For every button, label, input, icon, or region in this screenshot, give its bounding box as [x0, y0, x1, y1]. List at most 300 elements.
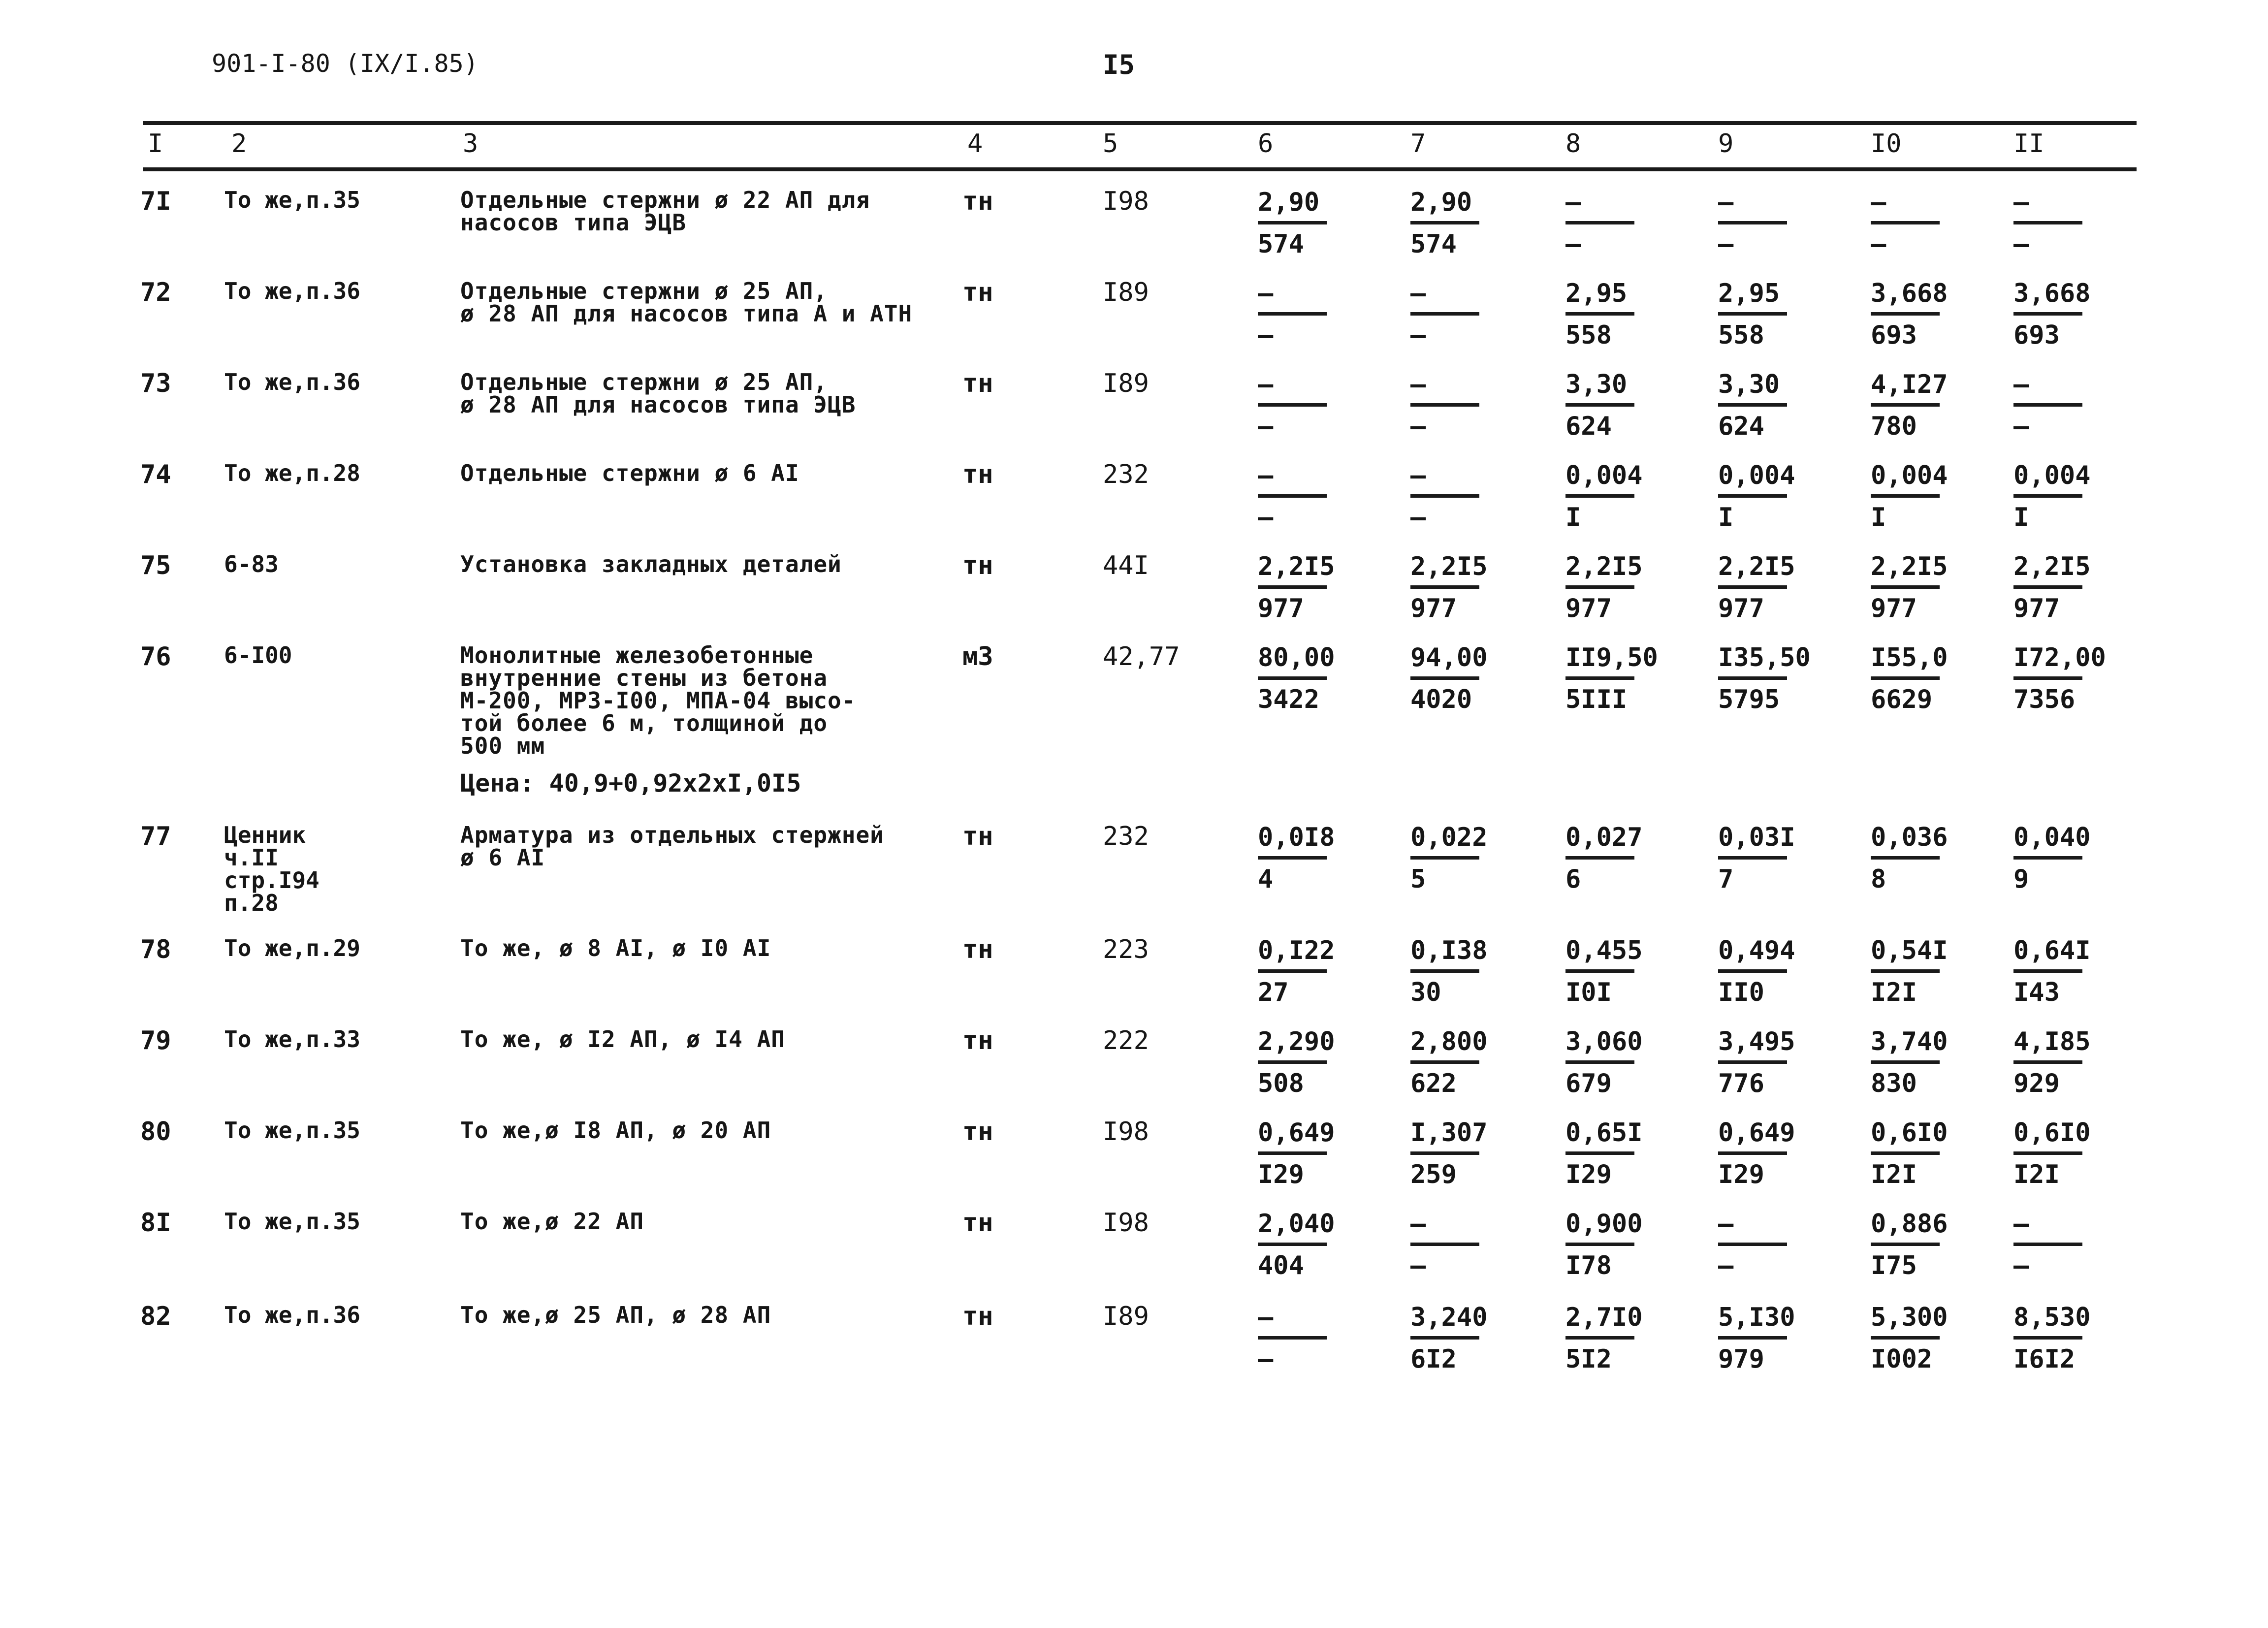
value-top: 0,649 — [1718, 1118, 1795, 1148]
row-unit: тн — [962, 822, 993, 851]
value-top: I55,0 — [1871, 643, 1948, 672]
value-top: 94,00 — [1410, 643, 1488, 672]
value-bottom: 30 — [1410, 978, 1441, 1007]
value-fraction — [1871, 549, 1948, 626]
fraction-bar — [1258, 1060, 1327, 1064]
value-top: 3,668 — [1871, 279, 1948, 308]
fraction-bar — [1871, 312, 1940, 316]
fraction-bar — [1565, 403, 1634, 407]
fraction-bar — [1871, 221, 1940, 224]
description-line: ø 6 АI — [460, 844, 545, 871]
value-top: 2,2I5 — [2013, 552, 2091, 581]
value-top: 2,040 — [1258, 1209, 1335, 1239]
row-reference — [224, 280, 360, 302]
value-fraction — [1871, 640, 1948, 717]
fraction-bar — [1871, 676, 1940, 680]
value-fraction — [1565, 1206, 1643, 1283]
value-top: 2,2I5 — [1871, 552, 1948, 581]
fraction-bar — [2013, 856, 2082, 860]
value-top: 0,036 — [1871, 823, 1948, 852]
fraction-bar — [1410, 676, 1479, 680]
value-fraction — [1258, 933, 1335, 1010]
value-fraction — [1565, 1115, 1643, 1192]
reference-line: То же,п.33 — [224, 1026, 360, 1053]
row-column-5: 232 — [1103, 822, 1149, 851]
fraction-bar — [1410, 1151, 1479, 1155]
reference-line: п.28 — [224, 890, 279, 916]
reference-line: То же,п.36 — [224, 369, 360, 395]
fraction-bar — [1871, 1151, 1940, 1155]
column-header-10: I0 — [1871, 129, 1902, 159]
fraction-bar — [2013, 969, 2082, 973]
value-top: 3,30 — [1718, 370, 1780, 399]
table-header-rule — [143, 167, 2137, 171]
fraction-bar — [1565, 494, 1634, 498]
value-fraction — [2013, 1300, 2091, 1377]
value-fraction — [1258, 367, 1332, 444]
value-fraction — [1258, 1115, 1335, 1192]
reference-line: То же,п.36 — [224, 1302, 360, 1328]
value-top: 3,740 — [1871, 1027, 1948, 1056]
value-bottom: 624 — [1718, 412, 1764, 441]
value-fraction — [1871, 1115, 1948, 1192]
value-top: 0,004 — [1871, 461, 1948, 490]
fraction-bar — [1871, 403, 1940, 407]
description-line: Установка закладных деталей — [460, 551, 842, 577]
fraction-bar — [1565, 221, 1634, 224]
row-column-5: 223 — [1103, 935, 1149, 964]
fraction-bar — [1718, 1060, 1787, 1064]
value-fraction — [1410, 185, 1484, 262]
value-bottom: 977 — [1258, 594, 1304, 623]
value-bottom: – — [1565, 229, 1581, 259]
value-bottom: I — [1718, 503, 1734, 532]
fraction-bar — [1565, 676, 1634, 680]
value-bottom: – — [1258, 412, 1274, 441]
row-unit: тн — [962, 187, 993, 216]
row-column-5: I89 — [1103, 1302, 1149, 1331]
fraction-bar — [1565, 969, 1634, 973]
fraction-bar — [1258, 856, 1327, 860]
row-description — [460, 189, 870, 234]
value-fraction — [1410, 367, 1484, 444]
value-bottom: 929 — [2013, 1069, 2060, 1098]
value-fraction — [1410, 933, 1488, 1010]
value-bottom: 977 — [1718, 594, 1764, 623]
value-bottom: 5 — [1410, 864, 1426, 894]
row-column-5: I98 — [1103, 1117, 1149, 1147]
value-top: 3,240 — [1410, 1303, 1488, 1332]
row-description — [460, 937, 771, 959]
value-fraction — [1565, 933, 1643, 1010]
value-fraction — [1718, 933, 1795, 1010]
value-top: I,307 — [1410, 1118, 1488, 1148]
value-top: – — [1718, 188, 1734, 217]
fraction-bar — [1410, 312, 1479, 316]
description-line: Отдельные стержни ø 25 АП, — [460, 278, 828, 304]
row-number: 77 — [140, 822, 171, 851]
value-bottom: I0I — [1565, 978, 1612, 1007]
row-unit: тн — [962, 369, 993, 398]
table-top-rule — [143, 121, 2137, 125]
fraction-bar — [1410, 969, 1479, 973]
value-bottom: 622 — [1410, 1069, 1457, 1098]
value-fraction — [1718, 367, 1792, 444]
value-fraction — [2013, 820, 2091, 897]
value-fraction — [1258, 820, 1335, 897]
value-top: 0,I22 — [1258, 936, 1335, 965]
fraction-bar — [1871, 1243, 1940, 1246]
value-bottom: 776 — [1718, 1069, 1764, 1098]
value-top: 0,022 — [1410, 823, 1488, 852]
value-bottom: 979 — [1718, 1344, 1764, 1374]
value-bottom: – — [1258, 320, 1274, 350]
row-unit: тн — [962, 551, 993, 580]
row-reference — [224, 644, 292, 667]
value-fraction — [2013, 1024, 2091, 1101]
fraction-bar — [1410, 585, 1479, 589]
value-fraction — [1718, 1024, 1795, 1101]
value-top: 0,004 — [2013, 461, 2091, 490]
row-number: 82 — [140, 1302, 171, 1331]
value-bottom: 6 — [1565, 864, 1581, 894]
fraction-bar — [2013, 1151, 2082, 1155]
value-bottom: I78 — [1565, 1251, 1612, 1280]
value-top: – — [2013, 1209, 2029, 1239]
value-top: 0,649 — [1258, 1118, 1335, 1148]
row-description — [460, 462, 799, 484]
description-line: М-200, МРЗ-I00, МПА-04 высо- — [460, 687, 856, 714]
value-fraction — [1871, 276, 1948, 353]
fraction-bar — [2013, 585, 2082, 589]
value-bottom: 977 — [1410, 594, 1457, 623]
value-fraction — [1565, 458, 1643, 535]
description-line: насосов типа ЭЦВ — [460, 209, 687, 236]
value-top: 8,530 — [2013, 1303, 2091, 1332]
value-fraction — [1410, 549, 1488, 626]
column-header-2: 2 — [231, 129, 247, 159]
value-fraction — [2013, 367, 2087, 444]
row-column-5: I98 — [1103, 187, 1149, 216]
row-column-5: I98 — [1103, 1208, 1149, 1238]
value-fraction — [1565, 276, 1639, 353]
value-top: 80,00 — [1258, 643, 1335, 672]
row-description — [460, 644, 856, 757]
value-bottom: 6I2 — [1410, 1344, 1457, 1374]
value-bottom: 679 — [1565, 1069, 1612, 1098]
value-fraction — [1871, 1024, 1948, 1101]
value-top: 0,64I — [2013, 936, 2091, 965]
value-fraction — [1718, 185, 1792, 262]
value-top: – — [1258, 370, 1274, 399]
value-top: 0,65I — [1565, 1118, 1643, 1148]
fraction-bar — [2013, 403, 2082, 407]
value-top: – — [1565, 188, 1581, 217]
row-description — [460, 280, 912, 325]
reference-line: То же,п.28 — [224, 460, 360, 486]
row-number: 74 — [140, 460, 171, 489]
row-column-5: 42,77 — [1103, 642, 1180, 671]
column-header-5: 5 — [1103, 129, 1118, 159]
value-bottom: 574 — [1258, 229, 1304, 259]
value-fraction — [1410, 640, 1488, 717]
value-bottom: 693 — [2013, 320, 2060, 350]
value-bottom: – — [1718, 1251, 1734, 1280]
row-reference — [224, 1210, 360, 1233]
value-top: 2,2I5 — [1565, 552, 1643, 581]
column-header-6: 6 — [1258, 129, 1274, 159]
description-line: То же, ø 8 АI, ø I0 АI — [460, 935, 771, 961]
row-unit: м3 — [962, 642, 993, 671]
value-top: I72,00 — [2013, 643, 2106, 672]
value-fraction — [1565, 549, 1643, 626]
value-fraction — [1871, 185, 1945, 262]
value-fraction — [1871, 367, 1948, 444]
column-header-11: II — [2013, 129, 2044, 159]
description-line: То же,ø 25 АП, ø 28 АП — [460, 1302, 771, 1328]
row-description — [460, 371, 856, 416]
fraction-bar — [1871, 585, 1940, 589]
row-column-5: 44I — [1103, 551, 1149, 580]
value-fraction — [1258, 549, 1335, 626]
row-column-5: 232 — [1103, 460, 1149, 489]
value-fraction — [1565, 640, 1658, 717]
value-top: 2,90 — [1258, 188, 1320, 217]
fraction-bar — [1410, 1060, 1479, 1064]
value-bottom: 830 — [1871, 1069, 1917, 1098]
value-bottom: 9 — [2013, 864, 2029, 894]
fraction-bar — [1718, 494, 1787, 498]
value-top: – — [1718, 1209, 1734, 1239]
value-top: – — [1410, 461, 1426, 490]
value-top: 3,495 — [1718, 1027, 1795, 1056]
value-top: 0,6I0 — [1871, 1118, 1948, 1148]
fraction-bar — [1718, 856, 1787, 860]
reference-line: Ценник — [224, 822, 306, 848]
value-bottom: 977 — [1871, 594, 1917, 623]
value-fraction — [1258, 276, 1332, 353]
value-fraction — [2013, 640, 2106, 717]
description-line: 500 мм — [460, 733, 545, 759]
row-reference — [224, 553, 279, 575]
fraction-bar — [1871, 1336, 1940, 1340]
reference-line: То же,п.35 — [224, 1208, 360, 1235]
row-unit: тн — [962, 278, 993, 307]
value-fraction — [1258, 640, 1335, 717]
description-line: Отдельные стержни ø 6 АI — [460, 460, 799, 486]
value-fraction — [2013, 1206, 2087, 1283]
value-fraction — [1871, 1300, 1948, 1377]
value-bottom: – — [2013, 229, 2029, 259]
value-fraction — [1258, 1300, 1332, 1377]
value-bottom: 508 — [1258, 1069, 1304, 1098]
row-column-5: 222 — [1103, 1026, 1149, 1055]
value-top: 0,6I0 — [2013, 1118, 2091, 1148]
fraction-bar — [1565, 312, 1634, 316]
value-top: 0,I38 — [1410, 936, 1488, 965]
row-description — [460, 1304, 771, 1326]
value-top: 0,03I — [1718, 823, 1795, 852]
row-reference — [224, 1304, 360, 1326]
fraction-bar — [1718, 312, 1787, 316]
value-fraction — [1565, 367, 1639, 444]
value-bottom: 780 — [1871, 412, 1917, 441]
column-header-3: 3 — [463, 129, 479, 159]
value-bottom: – — [1258, 503, 1274, 532]
value-bottom: – — [1410, 320, 1426, 350]
fraction-bar — [1258, 403, 1327, 407]
value-bottom: 259 — [1410, 1160, 1457, 1189]
value-top: 5,300 — [1871, 1303, 1948, 1332]
value-bottom: I — [1871, 503, 1886, 532]
fraction-bar — [2013, 494, 2082, 498]
value-top: – — [1258, 461, 1274, 490]
reference-line: То же,п.36 — [224, 278, 360, 304]
fraction-bar — [1258, 221, 1327, 224]
value-bottom: 7356 — [2013, 685, 2076, 714]
value-top: 2,95 — [1718, 279, 1780, 308]
column-header-7: 7 — [1410, 129, 1426, 159]
value-fraction — [2013, 549, 2091, 626]
value-bottom: 3422 — [1258, 685, 1320, 714]
value-fraction — [1718, 458, 1795, 535]
description-line: Отдельные стержни ø 25 АП, — [460, 369, 828, 395]
value-top: 5,I30 — [1718, 1303, 1795, 1332]
fraction-bar — [1718, 585, 1787, 589]
fraction-bar — [1718, 403, 1787, 407]
price-formula: Цена: 40,9+0,92х2хI,0I5 — [460, 769, 801, 798]
value-fraction — [1410, 1115, 1488, 1192]
value-bottom: – — [1410, 1251, 1426, 1280]
row-description — [460, 1210, 644, 1233]
value-fraction — [2013, 458, 2091, 535]
reference-line: То же,п.29 — [224, 935, 360, 961]
value-bottom: 558 — [1565, 320, 1612, 350]
value-fraction — [1565, 185, 1639, 262]
row-number: 7I — [140, 187, 171, 216]
value-top: 2,2I5 — [1718, 552, 1795, 581]
description-line: То же, ø I2 АП, ø I4 АП — [460, 1026, 785, 1053]
value-fraction — [1718, 1300, 1795, 1377]
fraction-bar — [1258, 1336, 1327, 1340]
value-fraction — [1258, 458, 1332, 535]
value-bottom: I75 — [1871, 1251, 1917, 1280]
reference-line: То же,п.35 — [224, 1117, 360, 1144]
reference-line: 6-83 — [224, 551, 279, 577]
fraction-bar — [2013, 1060, 2082, 1064]
fraction-bar — [1718, 221, 1787, 224]
value-fraction — [1565, 820, 1643, 897]
value-bottom: I2I — [1871, 978, 1917, 1007]
value-bottom: – — [1410, 503, 1426, 532]
fraction-bar — [1565, 1336, 1634, 1340]
fraction-bar — [1565, 1060, 1634, 1064]
fraction-bar — [1718, 1151, 1787, 1155]
value-bottom: I2I — [1871, 1160, 1917, 1189]
fraction-bar — [1258, 1151, 1327, 1155]
description-line: внутренние стены из бетона — [460, 665, 828, 691]
value-top: 0,040 — [2013, 823, 2091, 852]
value-bottom: 558 — [1718, 320, 1764, 350]
fraction-bar — [1410, 856, 1479, 860]
page-number: I5 — [1103, 49, 1135, 80]
value-top: – — [1258, 279, 1274, 308]
value-top: 0,0I8 — [1258, 823, 1335, 852]
value-fraction — [1718, 276, 1792, 353]
value-bottom: 977 — [2013, 594, 2060, 623]
value-top: 0,900 — [1565, 1209, 1643, 1239]
value-bottom: I43 — [2013, 978, 2060, 1007]
fraction-bar — [1410, 1336, 1479, 1340]
column-header-4: 4 — [967, 129, 983, 159]
fraction-bar — [2013, 676, 2082, 680]
row-number: 75 — [140, 551, 171, 580]
value-fraction — [1871, 458, 1948, 535]
value-bottom: 5I2 — [1565, 1344, 1612, 1374]
value-bottom: 574 — [1410, 229, 1457, 259]
row-unit: тн — [962, 935, 993, 964]
row-description — [460, 1028, 785, 1051]
row-reference — [224, 1119, 360, 1142]
row-reference — [224, 937, 360, 959]
value-top: – — [1410, 279, 1426, 308]
value-top: 4,I85 — [2013, 1027, 2091, 1056]
value-top: 0,494 — [1718, 936, 1795, 965]
value-fraction — [1258, 185, 1332, 262]
value-fraction — [1410, 276, 1484, 353]
fraction-bar — [1565, 1151, 1634, 1155]
value-top: 2,7I0 — [1565, 1303, 1643, 1332]
value-bottom: II0 — [1718, 978, 1764, 1007]
column-header-9: 9 — [1718, 129, 1734, 159]
value-top: 0,886 — [1871, 1209, 1948, 1239]
value-fraction — [1718, 640, 1811, 717]
value-fraction — [1871, 933, 1948, 1010]
value-fraction — [2013, 933, 2091, 1010]
value-bottom: I29 — [1565, 1160, 1612, 1189]
fraction-bar — [1258, 585, 1327, 589]
value-bottom: 404 — [1258, 1251, 1304, 1280]
value-fraction — [1410, 1206, 1484, 1283]
value-top: 0,004 — [1718, 461, 1795, 490]
value-fraction — [1871, 820, 1948, 897]
value-top: 0,455 — [1565, 936, 1643, 965]
reference-line: ч.II — [224, 844, 279, 871]
row-description — [460, 824, 884, 869]
value-fraction — [2013, 1115, 2091, 1192]
fraction-bar — [1565, 585, 1634, 589]
value-bottom: 8 — [1871, 864, 1886, 894]
value-top: 3,30 — [1565, 370, 1628, 399]
reference-line: стр.I94 — [224, 867, 319, 894]
description-line: Арматура из отдельных стержней — [460, 822, 884, 848]
row-number: 79 — [140, 1026, 171, 1055]
value-top: 0,027 — [1565, 823, 1643, 852]
fraction-bar — [1871, 1060, 1940, 1064]
value-bottom: 27 — [1258, 978, 1289, 1007]
value-bottom: I — [2013, 503, 2029, 532]
value-bottom: I6I2 — [2013, 1344, 2076, 1374]
value-bottom: I29 — [1258, 1160, 1304, 1189]
value-fraction — [1871, 1206, 1948, 1283]
value-bottom: 977 — [1565, 594, 1612, 623]
value-top: – — [1871, 188, 1886, 217]
value-top: 2,800 — [1410, 1027, 1488, 1056]
value-top: 2,2I5 — [1258, 552, 1335, 581]
fraction-bar — [1871, 494, 1940, 498]
value-fraction — [1718, 549, 1795, 626]
value-fraction — [1410, 1024, 1488, 1101]
